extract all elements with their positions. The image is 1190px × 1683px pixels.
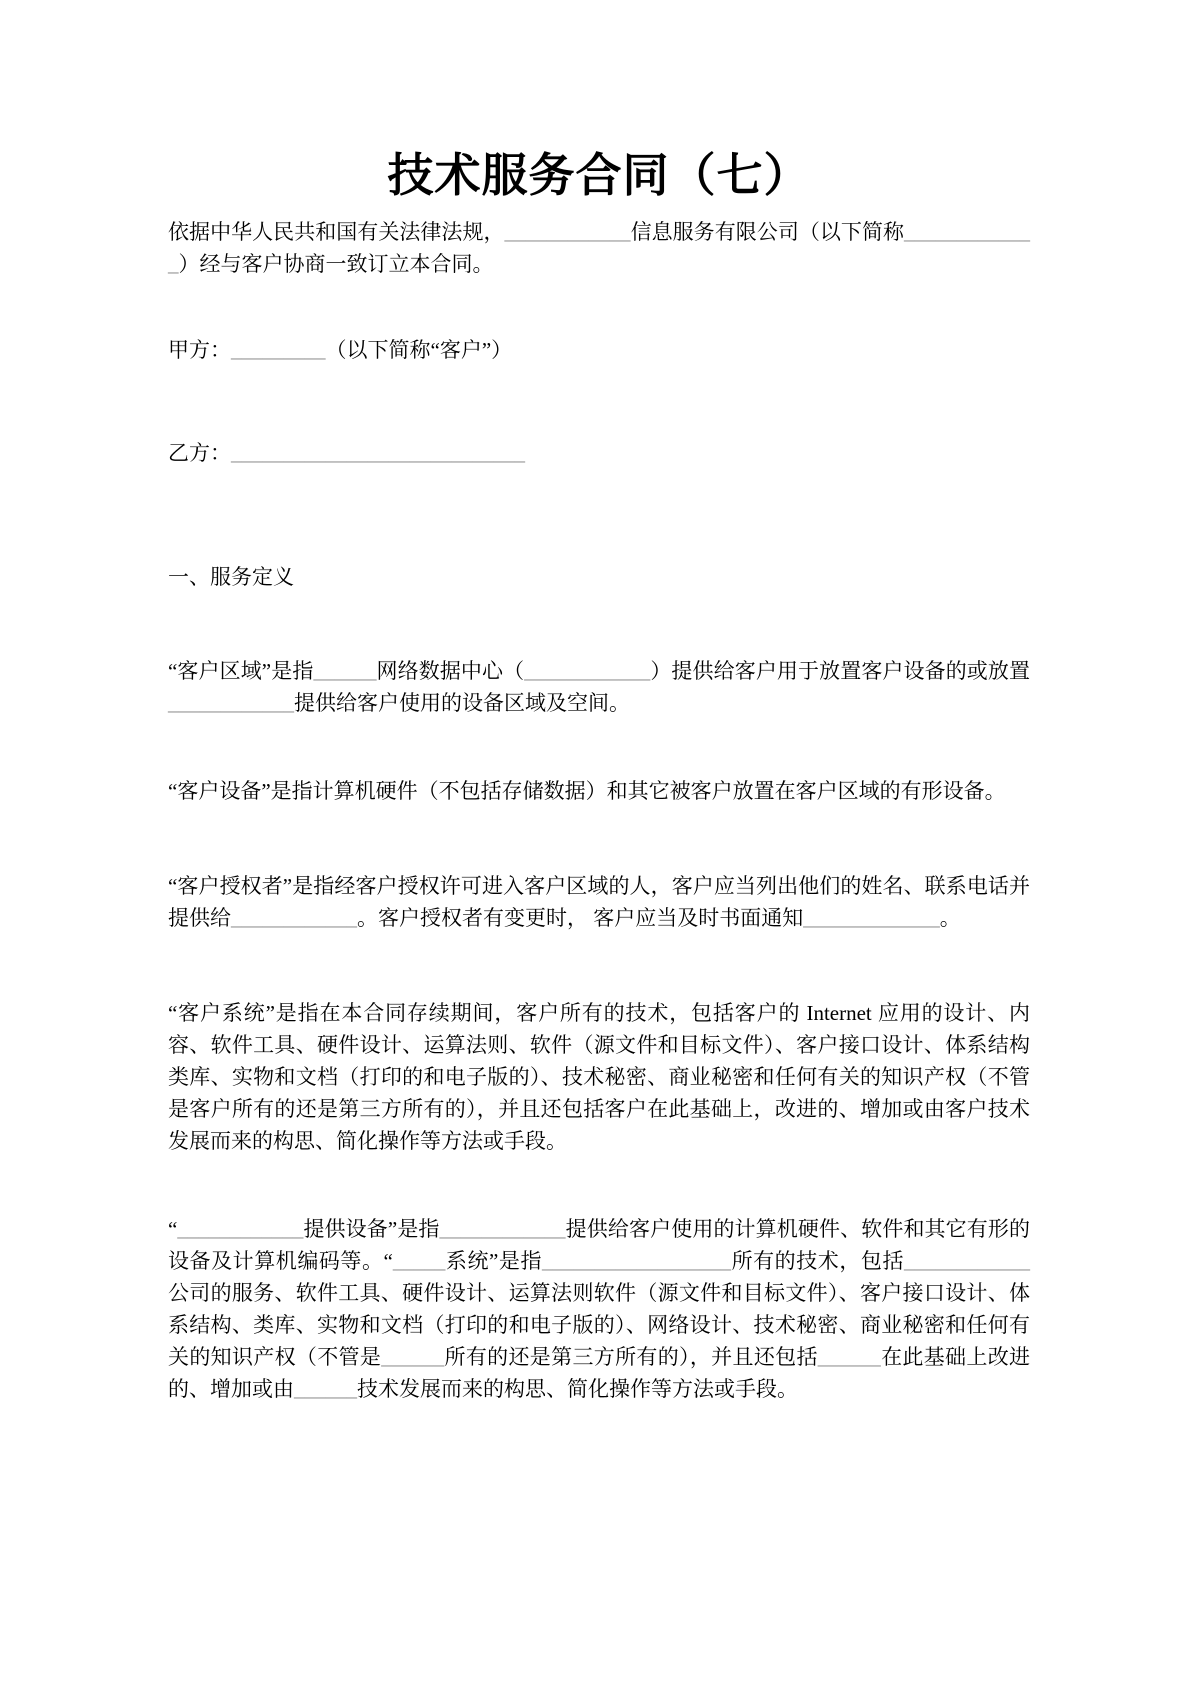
fill-in-blank: ______ bbox=[817, 1345, 881, 1369]
intro-paragraph: 依据中华人民共和国有关法律法规，____________信息服务有限公司（以下简称_____________）经与客户协商一致订立本合同。 bbox=[168, 220, 1031, 276]
fill-in-blank: _____________ bbox=[168, 220, 1031, 276]
definition-customer-system: “客户系统”是指在本合同存续期间，客户所有的技术，包括客户的 Internet 应用的设计、内容、软件工具、硬件设计、运算法则、软件（源文件和目标文件）、客户接口设计、体系结构类库、实物和文档（打印的和电子版的）、技术秘密、商业秘密和任何有关的知识产权（不管是客户所有的还是第三方所有的），并且还包括客户在此基础上，改进的、增加或由客户技术发展而来的构思、简化操作等方法或手段。 bbox=[168, 1001, 1030, 1153]
fill-in-blank: ____________ bbox=[904, 1249, 1030, 1273]
party-b-line: 乙方：____________________________ bbox=[168, 441, 525, 465]
fill-in-blank: ____________ bbox=[504, 220, 631, 244]
fill-in-blank: ____________________________ bbox=[231, 441, 525, 465]
fill-in-blank: ____________ bbox=[168, 691, 294, 715]
fill-in-blank: _____ bbox=[392, 1249, 446, 1273]
fill-in-blank: _________ bbox=[231, 338, 326, 362]
definition-provided-equipment-and-system: “____________提供设备”是指____________提供给客户使用的计算机硬件、软件和其它有形的设备及计算机编码等。“_____系统”是指__________________所有的技术，包括____________公司的服务、软件工具、硬件设计、运算法则软件（源文件和目标文件）、客户接口设计、体系结构、类库、实物和文档（打印的和电子版的）、网络设计、技术秘密、商业秘密和任何有关的知识产权（不管是______所有的还是第三方所有的），并且还包括______在此基础上改进的、增加或由______技术发展而来的构思、简化操作等方法或手段。 bbox=[168, 1217, 1031, 1401]
definition-customer-area: “客户区域”是指______网络数据中心（____________）提供给客户用于放置客户设备的或放置____________提供给客户使用的设备区域及空间。 bbox=[168, 659, 1031, 715]
fill-in-blank: ____________ bbox=[231, 906, 357, 930]
fill-in-blank: ____________ bbox=[177, 1217, 304, 1241]
fill-in-blank: __________________ bbox=[542, 1249, 732, 1273]
section-heading-service-definitions: 一、服务定义 bbox=[168, 565, 294, 589]
fill-in-blank: ____________ bbox=[524, 659, 651, 683]
fill-in-blank: _____________ bbox=[803, 906, 940, 930]
definition-customer-authorized-person: “客户授权者”是指经客户授权许可进入客户区域的人，客户应当列出他们的姓名、联系电话并提供给____________。客户授权者有变更时， 客户应当及时书面通知_____________。 bbox=[168, 874, 1030, 930]
document-title: 技术服务合同（七） bbox=[387, 150, 811, 201]
fill-in-blank: ______ bbox=[294, 1377, 357, 1401]
party-a-line: 甲方：_________（以下简称“客户”） bbox=[168, 338, 513, 362]
definition-customer-equipment: “客户设备”是指计算机硬件（不包括存储数据）和其它被客户放置在客户区域的有形设备。 bbox=[168, 779, 1006, 803]
fill-in-blank: ____________ bbox=[439, 1217, 566, 1241]
fill-in-blank: ______ bbox=[313, 659, 377, 683]
fill-in-blank: ______ bbox=[381, 1345, 445, 1369]
